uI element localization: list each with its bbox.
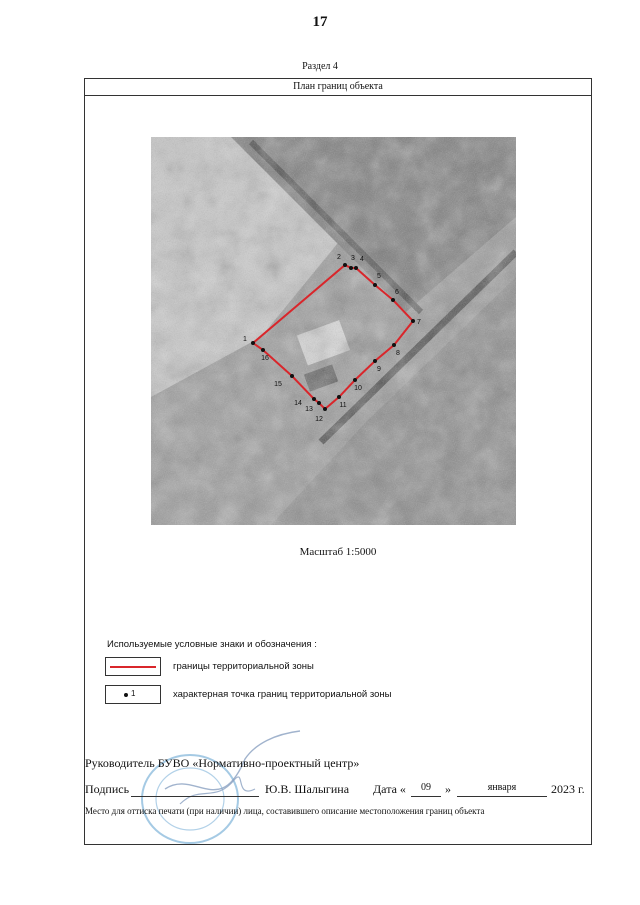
signatory-title: Руководитель БУВО «Нормативно-проектный центр» [85,756,360,770]
map-grain [151,137,516,525]
boundary-point-label-2: 2 [337,254,341,261]
legend-point-dot [124,693,128,697]
boundary-point-label-4: 4 [360,256,364,263]
boundary-point-label-13: 13 [305,406,313,413]
boundary-point-label-12: 12 [315,416,323,423]
boundary-point-15 [290,374,294,378]
map-svg [151,137,516,525]
legend-line-sample [105,657,161,676]
boundary-point-13 [317,401,321,405]
boundary-point-label-5: 5 [377,273,381,280]
legend-title: Используемые условные знаки и обозначения : [107,639,317,650]
legend-point-desc: характерная точка границ территориальной зоны [173,689,392,700]
boundary-point-12 [323,407,327,411]
stamp-place-note: Место для оттиска печати (при наличии) лица, составившего описание местоположения границ объекта [85,806,485,816]
legend-red-line [110,666,156,668]
frame-title: План границ объекта [85,79,591,96]
boundary-point-2 [343,263,347,267]
signer-name: Ю.В. Шалыгина [265,782,350,796]
aerial-map [151,137,516,525]
date-label: Дата « [373,782,406,796]
plan-frame [84,78,592,845]
boundary-point-label-10: 10 [354,385,362,392]
boundary-point-label-14: 14 [294,400,302,407]
signature-blank [131,782,259,797]
boundary-point-label-8: 8 [396,350,400,357]
boundary-point-14 [312,397,316,401]
boundary-point-5 [373,283,377,287]
sign-label: Подпись [85,782,130,796]
boundary-point-label-15: 15 [274,381,282,388]
legend-point-number: 1 [131,689,136,698]
date-year: 2023 г. [551,782,585,796]
boundary-point-9 [373,359,377,363]
boundary-point-label-1: 1 [243,336,247,343]
date-quote-close: » [445,782,451,796]
boundary-point-label-9: 9 [377,366,381,373]
boundary-point-11 [337,395,341,399]
date-day: 09 [411,782,441,797]
legend-line-desc: границы территориальной зоны [173,661,314,672]
boundary-point-8 [392,343,396,347]
date-month: января [457,782,547,797]
boundary-point-label-6: 6 [395,289,399,296]
boundary-point-label-16: 16 [261,355,269,362]
boundary-point-label-3: 3 [351,255,355,262]
boundary-point-1 [251,341,255,345]
page-number: 17 [312,14,328,30]
boundary-point-10 [353,378,357,382]
boundary-point-6 [391,298,395,302]
boundary-point-3 [349,266,353,270]
boundary-point-16 [261,348,265,352]
legend-point-sample [105,685,161,704]
section-label: Раздел 4 [302,61,338,72]
boundary-point-label-7: 7 [417,319,421,326]
boundary-point-4 [354,266,358,270]
boundary-point-7 [411,319,415,323]
boundary-point-label-11: 11 [339,402,347,409]
map-scale: Масштаб 1:5000 [299,546,377,558]
